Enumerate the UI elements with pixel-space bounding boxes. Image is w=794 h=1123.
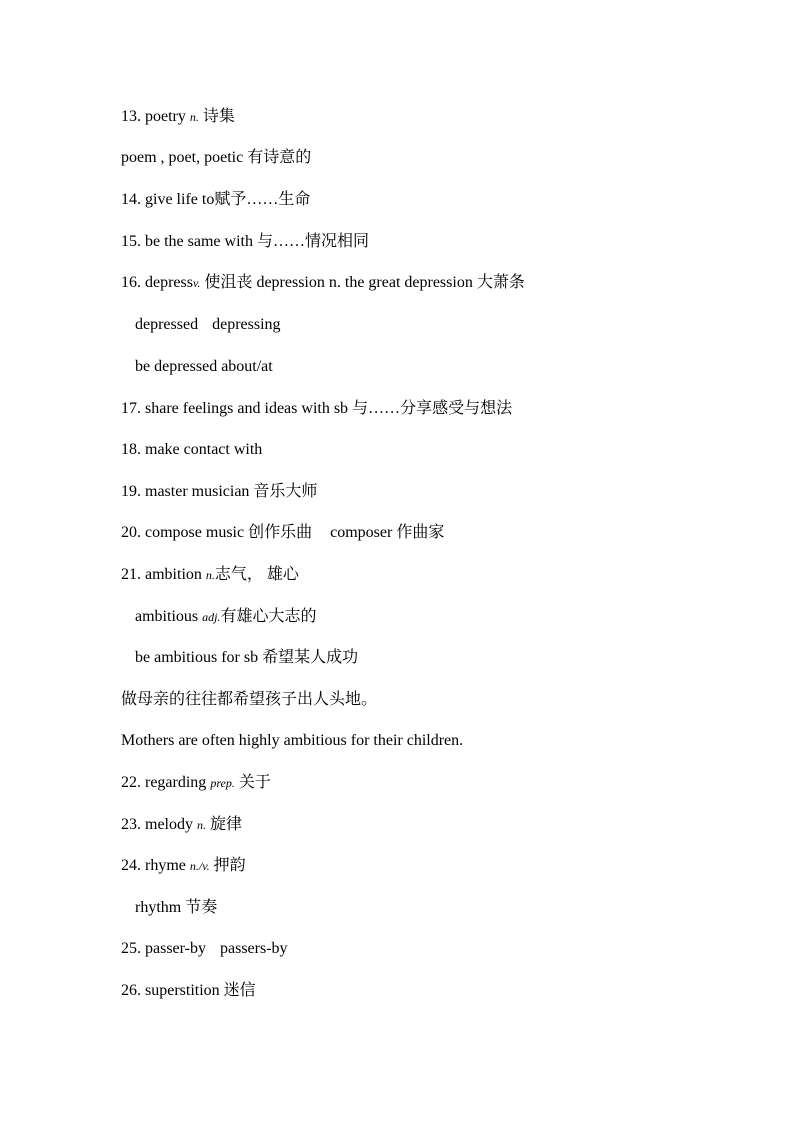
entry-word: ambition	[145, 566, 202, 583]
entry-word: passer-by	[145, 940, 206, 957]
usage-line	[135, 355, 273, 379]
entry-meaning: 关于	[238, 774, 271, 791]
vocab-entry-19	[121, 480, 317, 504]
entry-phrase: make contact with	[145, 441, 263, 458]
related-word-line	[135, 896, 217, 920]
entry-word: poetry	[145, 108, 186, 125]
entry-extra-word: composer	[330, 524, 393, 541]
entry-number: 15.	[121, 233, 141, 250]
related-word: rhythm	[135, 899, 182, 916]
entry-extra-meaning: 作曲家	[396, 524, 445, 541]
entry-number: 16.	[121, 274, 141, 291]
entry-meaning: 创作乐曲	[248, 524, 313, 541]
entry-phrase: master musician	[145, 483, 250, 500]
entry-word: rhyme	[145, 857, 186, 874]
part-of-speech: n./v.	[189, 859, 210, 873]
entry-word: depress	[145, 274, 193, 291]
derived-word-line	[135, 605, 316, 629]
entry-word: regarding	[145, 774, 207, 791]
entry-word: superstition	[145, 982, 220, 999]
entry-phrase: be the same with	[145, 233, 253, 250]
vocab-entry-13	[121, 105, 235, 129]
entry-meaning: 与……情况相同	[256, 233, 369, 250]
example-english	[121, 729, 463, 753]
part-of-speech: adj.	[202, 610, 221, 624]
entry-number: 22.	[121, 774, 141, 791]
entry-meaning: 使沮丧	[204, 274, 253, 291]
entry-meaning: 赋予……生命	[214, 191, 311, 208]
entry-number: 26.	[121, 982, 141, 999]
related-words: poem , poet, poetic 有诗意的	[121, 149, 312, 166]
entry-plural: passers-by	[220, 940, 288, 957]
entry-number: 21.	[121, 566, 141, 583]
example-sentence-cn: 做母亲的往往都希望孩子出人头地。	[121, 691, 378, 708]
usage-phrase: be ambitious for sb 希望某人成功	[135, 649, 359, 666]
entry-number: 25.	[121, 940, 141, 957]
entry-meaning: 与……分享感受与想法	[352, 400, 513, 417]
part-of-speech: n.	[205, 568, 215, 582]
vocab-entry-25	[121, 937, 288, 961]
entry-number: 17.	[121, 400, 141, 417]
part-of-speech: v.	[192, 276, 201, 290]
entry-meaning: 音乐大师	[253, 483, 318, 500]
usage-line	[135, 646, 358, 670]
entry-meaning: 迷信	[223, 982, 256, 999]
vocab-entry-15	[121, 230, 369, 254]
entry-number: 14.	[121, 191, 141, 208]
derived-word: ambitious	[135, 608, 199, 625]
derived-forms-line	[135, 313, 281, 337]
entry-meaning: 押韵	[213, 857, 246, 874]
entry-phrase: compose music	[145, 524, 245, 541]
vocab-entry-14	[121, 188, 310, 212]
vocab-entry-23	[121, 813, 242, 837]
entry-word: melody	[145, 816, 193, 833]
vocab-entry-26	[121, 979, 256, 1003]
entry-meaning: 旋律	[210, 816, 243, 833]
entry-phrase: give life to	[145, 191, 215, 208]
example-sentence-en: Mothers are often highly ambitious for their children.	[121, 732, 464, 749]
entry-number: 19.	[121, 483, 141, 500]
entry-number: 13.	[121, 108, 141, 125]
entry-number: 23.	[121, 816, 141, 833]
usage-phrase: be depressed about/at	[135, 358, 273, 375]
part-of-speech: n.	[189, 110, 199, 124]
vocab-entry-18	[121, 438, 262, 462]
vocab-entry-17	[121, 397, 512, 421]
derived-meaning: 有雄心大志的	[220, 608, 317, 625]
vocab-entry-21	[121, 563, 299, 587]
example-chinese	[121, 688, 377, 712]
entry-extra: depression n. the great depression 大萧条	[256, 274, 525, 291]
vocab-entry-20	[121, 521, 444, 545]
entry-phrase: share feelings and ideas with sb	[145, 400, 349, 417]
related-meaning: 节奏	[185, 899, 218, 916]
entry-number: 20.	[121, 524, 141, 541]
related-words-line	[121, 146, 311, 170]
part-of-speech: prep.	[210, 776, 235, 790]
vocab-entry-16	[121, 271, 525, 295]
derived-form: depressing	[212, 316, 281, 333]
entry-number: 18.	[121, 441, 141, 458]
derived-form: depressed	[135, 316, 199, 333]
entry-number: 24.	[121, 857, 141, 874]
entry-meaning: 志气， 雄心	[214, 566, 299, 583]
entry-meaning: 诗集	[202, 108, 235, 125]
vocab-entry-22	[121, 771, 271, 795]
vocab-entry-24	[121, 854, 246, 878]
part-of-speech: n.	[197, 818, 206, 832]
